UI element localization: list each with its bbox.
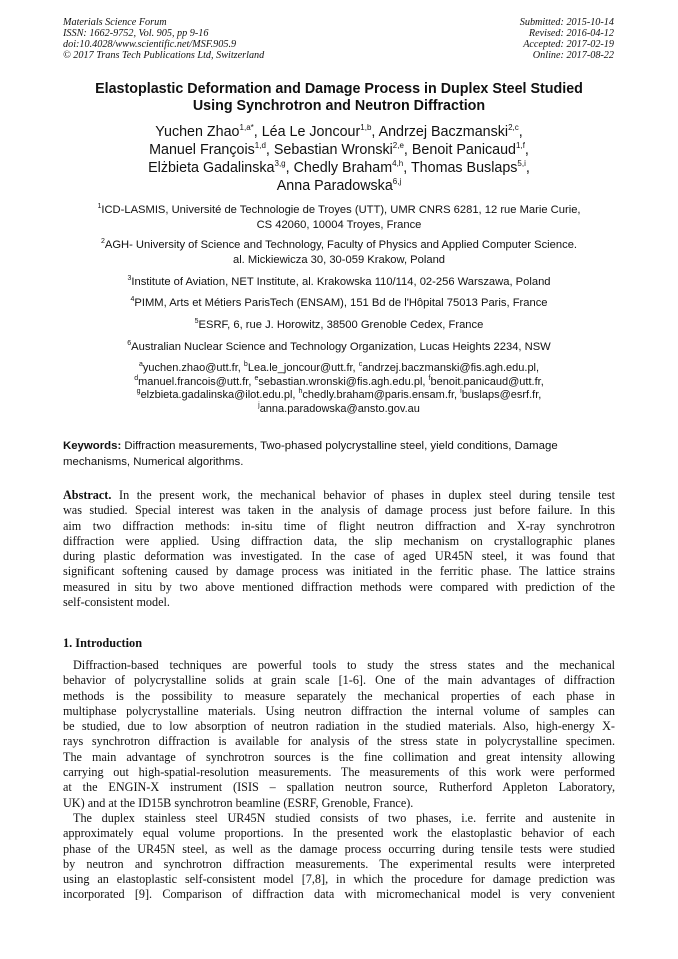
author-list bbox=[40, 123, 638, 195]
affiliation-3 bbox=[60, 275, 618, 290]
title-line-1: Elastoplastic Deformation and Damage Process in Duplex Steel Studied bbox=[95, 81, 583, 97]
email-line bbox=[60, 376, 618, 390]
email-line bbox=[60, 362, 618, 376]
paper-title bbox=[40, 81, 638, 115]
affiliation-2 bbox=[60, 238, 618, 268]
affiliation-line: ESRF, 6, rue J. Horowitz, 38500 Grenoble Cedex, France bbox=[198, 319, 484, 331]
intro-line: Diffraction-based techniques are powerful tools to study the stress states and the mechanical bbox=[73, 658, 615, 672]
email-link[interactable]: buslaps@esrf.fr, bbox=[461, 389, 542, 401]
author-line: Manuel François$^{1,d}$, Sebastian Wronski$^{2,e}$, Benoit Panicaud$^{1,f}$, bbox=[149, 141, 529, 158]
email-sup: f bbox=[428, 374, 431, 382]
intro-line: carrying out high-spatial-resolution measurements. The measurements of this work were performed bbox=[63, 765, 615, 780]
intro-line: approximately equal volume proportions. In the presented work the elastoplastic behavior of each bbox=[63, 826, 615, 841]
abstract-line: during plastic deformation was investigated. In the case of aged UR45N steel, it was found that bbox=[63, 549, 615, 564]
email-link[interactable]: yuchen.zhao@utt.fr, bbox=[142, 362, 241, 374]
keywords-label: Keywords: bbox=[63, 440, 122, 452]
abstract-line: In the present work, the mechanical behavior of phases in duplex steel during tensile test bbox=[111, 488, 615, 502]
email-sup: e bbox=[254, 374, 259, 382]
keywords-text: mechanisms, Numerical algorithms. bbox=[63, 456, 244, 468]
abstract-line: measured in situ by two above mentioned diffraction methods were compared with prediction of the bbox=[63, 579, 615, 594]
abstract-line: significant softening caused by damage process was initiated in the ferritic phase. The lattice strains bbox=[63, 564, 615, 579]
intro-line: UK) and at the ID15B synchrotron beamline (ESRF, Grenoble, France). bbox=[63, 795, 414, 810]
intro-line: methods is the possibility to measure separately the mechanical properties of each phase in bbox=[63, 688, 615, 703]
author-sup: 1,d bbox=[254, 141, 266, 150]
affiliation-sup: 4 bbox=[130, 296, 135, 303]
author-line bbox=[40, 177, 638, 195]
affiliation-sup: 2 bbox=[100, 238, 105, 245]
affiliation-line: Australian Nuclear Science and Technology Organization, Lucas Heights 2234, NSW bbox=[131, 341, 551, 353]
author-sup: 1,f bbox=[516, 141, 525, 150]
email-line bbox=[60, 403, 618, 417]
author-line: Yuchen Zhao$^{1,a*}$, Léa Le Joncour$^{1,b}$, Andrzej Baczmanski$^{2,c}$, bbox=[155, 123, 523, 140]
submitted-date: Submitted: 2015-10-14 bbox=[519, 17, 614, 28]
author-name: Manuel François bbox=[149, 142, 255, 158]
author-sup: 6,j bbox=[392, 177, 402, 186]
author-name: Yuchen Zhao bbox=[155, 124, 240, 140]
abstract-line: self-consistent model. bbox=[63, 595, 170, 610]
affiliation-sup: 1 bbox=[97, 203, 102, 210]
author-sup: 2,e bbox=[392, 141, 404, 150]
email-sup: i bbox=[460, 388, 462, 395]
email-link[interactable]: benoit.panicaud@utt.fr, bbox=[430, 375, 544, 388]
author-name: Léa Le Joncour bbox=[261, 124, 361, 140]
keywords-text: Diffraction measurements, Two-phased polycrystalline steel, yield conditions, Damage bbox=[121, 440, 558, 452]
author-name: Andrzej Baczmanski bbox=[378, 124, 509, 140]
abstract-line: aim two diffraction methods: in-situ time of flight neutron diffraction and X-ray synchrotron bbox=[63, 518, 615, 533]
author-sup: 4,h bbox=[392, 159, 404, 168]
email-sup: c bbox=[358, 361, 363, 368]
affiliation-1 bbox=[60, 203, 618, 233]
affiliation-line: Institute of Aviation, NET Institute, al. Krakowska 110/114, 02-256 Warszawa, Poland bbox=[131, 276, 551, 288]
affiliation-sup: 6 bbox=[127, 340, 132, 347]
affiliation-line: al. Mickiewicza 30, 30-059 Krakow, Poland bbox=[232, 254, 446, 266]
abstract-line: diffraction were applied. Using diffraction data, the slip mechanism on crystallographic planes bbox=[63, 533, 615, 548]
section-heading-introduction: 1. Introduction bbox=[63, 636, 143, 650]
email-sup: b bbox=[243, 361, 248, 368]
email-link[interactable]: andrzej.baczmanski@fis.agh.edu.pl, bbox=[362, 362, 540, 374]
affiliation-line: ICD-LASMIS, Université de Technologie de Troyes (UTT), UMR CNRS 6281, 12 rue Marie Curie, bbox=[101, 204, 581, 216]
intro-line: behavior of polycrystalline solids at grain scale [1-6]. One of the main advantages of diffraction bbox=[63, 673, 615, 688]
author-name: Benoit Panicaud bbox=[411, 142, 517, 158]
journal-name: Materials Science Forum bbox=[63, 17, 167, 28]
author-name: Sebastian Wronski bbox=[273, 142, 393, 158]
email-link[interactable]: anna.paradowska@ansto.gov.au bbox=[259, 402, 420, 415]
intro-line: phase of the UR45N steel, as well as the damage process occurring during tensile tests were studied bbox=[63, 841, 615, 856]
author-line: Elżbieta Gadalinska$^{3,g}$, Chedly Braham$^{4,h}$, Thomas Buslaps$^{5,i}$, bbox=[148, 159, 530, 176]
intro-line: by neutron and synchrotron diffraction measurements. The experimental results were interpreted bbox=[63, 856, 615, 871]
email-link[interactable]: sebastian.wronski@fis.agh.edu.pl, bbox=[258, 375, 426, 388]
author-name: Elżbieta Gadalinska bbox=[148, 160, 275, 176]
email-sup: j bbox=[258, 401, 260, 409]
author-name: Chedly Braham bbox=[293, 160, 393, 176]
author-name: Anna Paradowska bbox=[276, 178, 393, 194]
publication-dates bbox=[520, 17, 614, 61]
email-list bbox=[60, 362, 618, 416]
email-sup: g bbox=[136, 388, 141, 395]
affiliation-6 bbox=[60, 340, 618, 355]
title-line-2: Using Synchrotron and Neutron Diffraction bbox=[192, 98, 486, 114]
abstract-line: was studied. Special interest was taken in the analysis of damage process just before failure. In this bbox=[63, 503, 615, 518]
author-sup: 5,i bbox=[517, 159, 526, 168]
author-sup: 3,g bbox=[274, 159, 286, 168]
intro-line: be studied, due to low absorption of neutron radiation in the studied materials. Also, high-energy X- bbox=[63, 719, 615, 734]
email-link[interactable]: chedly.braham@paris.ensam.fr, bbox=[302, 389, 458, 401]
affiliation-4 bbox=[60, 296, 618, 311]
affiliation-5 bbox=[60, 318, 618, 333]
keywords bbox=[63, 438, 615, 470]
online-date: Online: 2017-08-22 bbox=[532, 50, 614, 61]
affiliation-sup: 5 bbox=[194, 318, 199, 325]
affiliation-line: CS 42060, 10004 Troyes, France bbox=[256, 219, 422, 231]
issn: ISSN: 1662-9752, Vol. 905, pp 9-16 bbox=[63, 28, 209, 39]
intro-line: rays synchrotron diffraction is available for analysis of the stress state in polycrystalline specimen. bbox=[63, 734, 615, 749]
email-link[interactable]: Lea.le_joncour@utt.fr, bbox=[247, 362, 356, 374]
affiliation-sup: 3 bbox=[127, 275, 132, 282]
author-sup: 1,a* bbox=[239, 123, 254, 132]
intro-line: incorporated [9]. Comparison of diffraction data with micromechanical model is very convenient bbox=[63, 887, 615, 902]
abstract-label: Abstract. bbox=[63, 488, 112, 502]
intro-line: using an elastoplastic self-consistent model [7,8], in which the procedure for damage prediction was bbox=[63, 872, 615, 887]
copyright: © 2017 Trans Tech Publications Ltd, Switzerland bbox=[63, 50, 265, 61]
accepted-date: Accepted: 2017-02-19 bbox=[523, 39, 614, 50]
doi[interactable]: doi:10.4028/www.scientific.net/MSF.905.9 bbox=[63, 39, 237, 50]
revised-date: Revised: 2016-04-12 bbox=[528, 28, 614, 39]
email-sup: h bbox=[298, 388, 303, 395]
intro-line: The main advantage of synchrotron sources is the fine collimation and great intensity allowing bbox=[63, 749, 615, 764]
email-sup: d bbox=[134, 374, 139, 382]
email-sup: a bbox=[138, 361, 143, 368]
email-link[interactable]: manuel.francois@utt.fr, bbox=[138, 375, 252, 388]
author-sup: 2,c bbox=[508, 123, 519, 132]
journal-info bbox=[63, 17, 264, 61]
email-line bbox=[60, 389, 618, 403]
abstract bbox=[63, 488, 615, 610]
affiliation-line: AGH- University of Science and Technology, Faculty of Physics and Applied Computer Science. bbox=[104, 239, 578, 251]
intro-line: The duplex stainless steel UR45N studied consists of two phases, i.e. ferrite and austenite in bbox=[73, 810, 615, 825]
affiliation-line: PIMM, Arts et Métiers ParisTech (ENSAM), 151 Bd de l'Hôpital 75013 Paris, France bbox=[134, 297, 548, 309]
author-sup: 1,b bbox=[360, 123, 372, 132]
intro-line: at the ENGIN-X instrument (ISIS – spallation neutron source, Rutherford Appleton Laboratory, bbox=[63, 780, 615, 795]
intro-line: multiphase polycrystalline materials. Using neutron diffraction the internal volume of samples can bbox=[63, 703, 615, 718]
author-name: Thomas Buslaps bbox=[410, 160, 518, 176]
email-link[interactable]: elzbieta.gadalinska@ilot.edu.pl, bbox=[140, 389, 296, 401]
introduction-text bbox=[63, 658, 615, 903]
